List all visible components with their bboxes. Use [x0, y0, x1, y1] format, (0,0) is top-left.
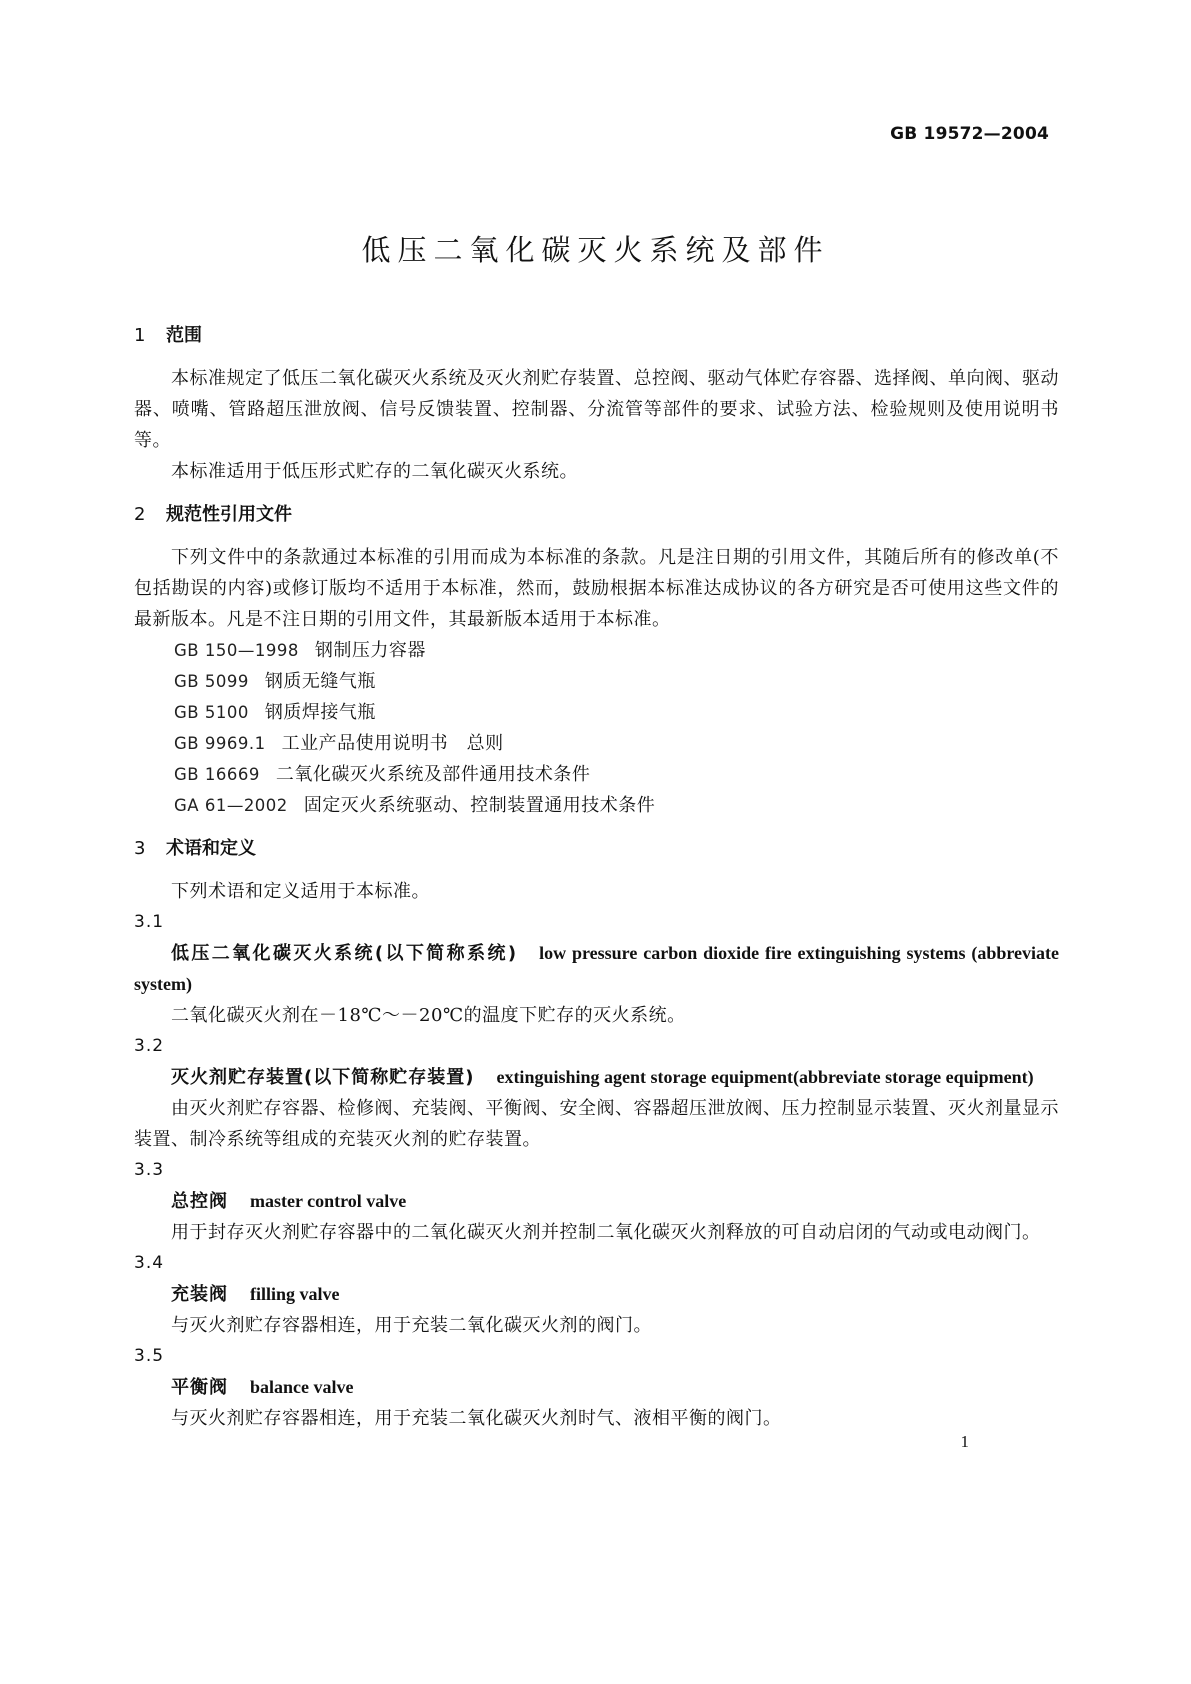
reference-item: [134, 728, 1059, 759]
term-zh: 总控阀: [171, 1191, 228, 1212]
reference-code: GB 9969.1: [174, 734, 266, 753]
paragraph: 本标准规定了低压二氧化碳灭火系统及灭火剂贮存装置、总控阀、驱动气体贮存容器、选择阀、单向阀、驱动器、喷嘴、管路超压泄放阀、信号反馈装置、控制器、分流管等部件的要求、试验方法、检验规则及使用说明书等。: [134, 368, 1059, 451]
term-zh: 平衡阀: [171, 1377, 228, 1398]
term-heading: [134, 938, 1059, 1000]
term-heading: [134, 1372, 1059, 1403]
section-1-heading: [134, 320, 1059, 351]
term-number: 3.5: [134, 1346, 165, 1366]
reference-code: GB 5100: [174, 703, 249, 722]
section-3-heading: [134, 833, 1059, 864]
section-number: 1: [134, 325, 146, 346]
term-en: low pressure carbon dioxide fire extinguishing systems (abbreviate system): [134, 943, 1060, 994]
paragraph: 下列术语和定义适用于本标准。: [171, 881, 430, 902]
term-number: 3.4: [134, 1253, 165, 1273]
reference-title: 钢制压力容器: [314, 640, 426, 661]
term-definition: 由灭火剂贮存容器、检修阀、充装阀、平衡阀、安全阀、容器超压泄放阀、压力控制显示装置、灭火剂量显示装置、制冷系统等组成的充装灭火剂的贮存装置。: [134, 1098, 1059, 1150]
section-number: 2: [134, 504, 146, 525]
reference-item: [134, 759, 1059, 790]
standard-code: GB 19572—2004: [890, 124, 1049, 144]
term-zh: 低压二氧化碳灭火系统(以下简称系统): [171, 943, 518, 964]
section-title: 术语和定义: [166, 838, 256, 859]
section-title: 规范性引用文件: [166, 504, 292, 525]
term-en: master control valve: [250, 1191, 407, 1211]
reference-item: [134, 790, 1059, 821]
reference-code: GB 150—1998: [174, 641, 299, 660]
reference-item: [134, 666, 1059, 697]
term-heading: [134, 1186, 1059, 1217]
term-heading: [134, 1062, 1059, 1093]
reference-code: GB 5099: [174, 672, 249, 691]
section-number: 3: [134, 838, 146, 859]
term-definition: 与灭火剂贮存容器相连，用于充装二氧化碳灭火剂时气、液相平衡的阀门。: [171, 1408, 782, 1429]
reference-title: 钢质焊接气瓶: [264, 702, 376, 723]
section-title: 范围: [166, 325, 202, 346]
reference-item: [134, 635, 1059, 666]
term-number: 3.3: [134, 1160, 165, 1180]
term-number: 3.2: [134, 1036, 165, 1056]
reference-code: GB 16669: [174, 765, 260, 784]
reference-item: [134, 697, 1059, 728]
term-zh: 充装阀: [171, 1284, 228, 1305]
term-en: filling valve: [250, 1284, 340, 1304]
reference-title: 固定灭火系统驱动、控制装置通用技术条件: [303, 795, 656, 816]
term-definition: 二氧化碳灭火剂在－18℃～－20℃的温度下贮存的灭火系统。: [171, 1005, 686, 1026]
term-definition: 与灭火剂贮存容器相连，用于充装二氧化碳灭火剂的阀门。: [171, 1315, 652, 1336]
term-definition: 用于封存灭火剂贮存容器中的二氧化碳灭火剂并控制二氧化碳灭火剂释放的可自动启闭的气动或电动阀门。: [171, 1222, 1041, 1243]
reference-code: GA 61—2002: [174, 796, 288, 815]
paragraph: 下列文件中的条款通过本标准的引用而成为本标准的条款。凡是注日期的引用文件，其随后所有的修改单(不包括勘误的内容)或修订版均不适用于本标准，然而，鼓励根据本标准达成协议的各方研究是否可使用这些文件的最新版本。凡是不注日期的引用文件，其最新版本适用于本标准。: [134, 547, 1059, 630]
page-number: 1: [960, 1432, 969, 1451]
reference-title: 工业产品使用说明书 总则: [281, 733, 504, 754]
document-body: [134, 320, 1059, 1434]
reference-title: 二氧化碳灭火系统及部件通用技术条件: [275, 764, 591, 785]
term-zh: 灭火剂贮存装置(以下简称贮存装置): [171, 1067, 475, 1088]
document-title: 低压二氧化碳灭火系统及部件: [361, 233, 830, 267]
term-heading: [134, 1279, 1059, 1310]
term-en: extinguishing agent storage equipment(abbreviate storage equipment): [496, 1067, 1034, 1087]
term-en: balance valve: [250, 1377, 354, 1397]
paragraph: 本标准适用于低压形式贮存的二氧化碳灭火系统。: [171, 461, 578, 482]
reference-title: 钢质无缝气瓶: [264, 671, 376, 692]
section-2-heading: [134, 499, 1059, 530]
term-number: 3.1: [134, 912, 165, 932]
reference-list: [134, 635, 1059, 821]
